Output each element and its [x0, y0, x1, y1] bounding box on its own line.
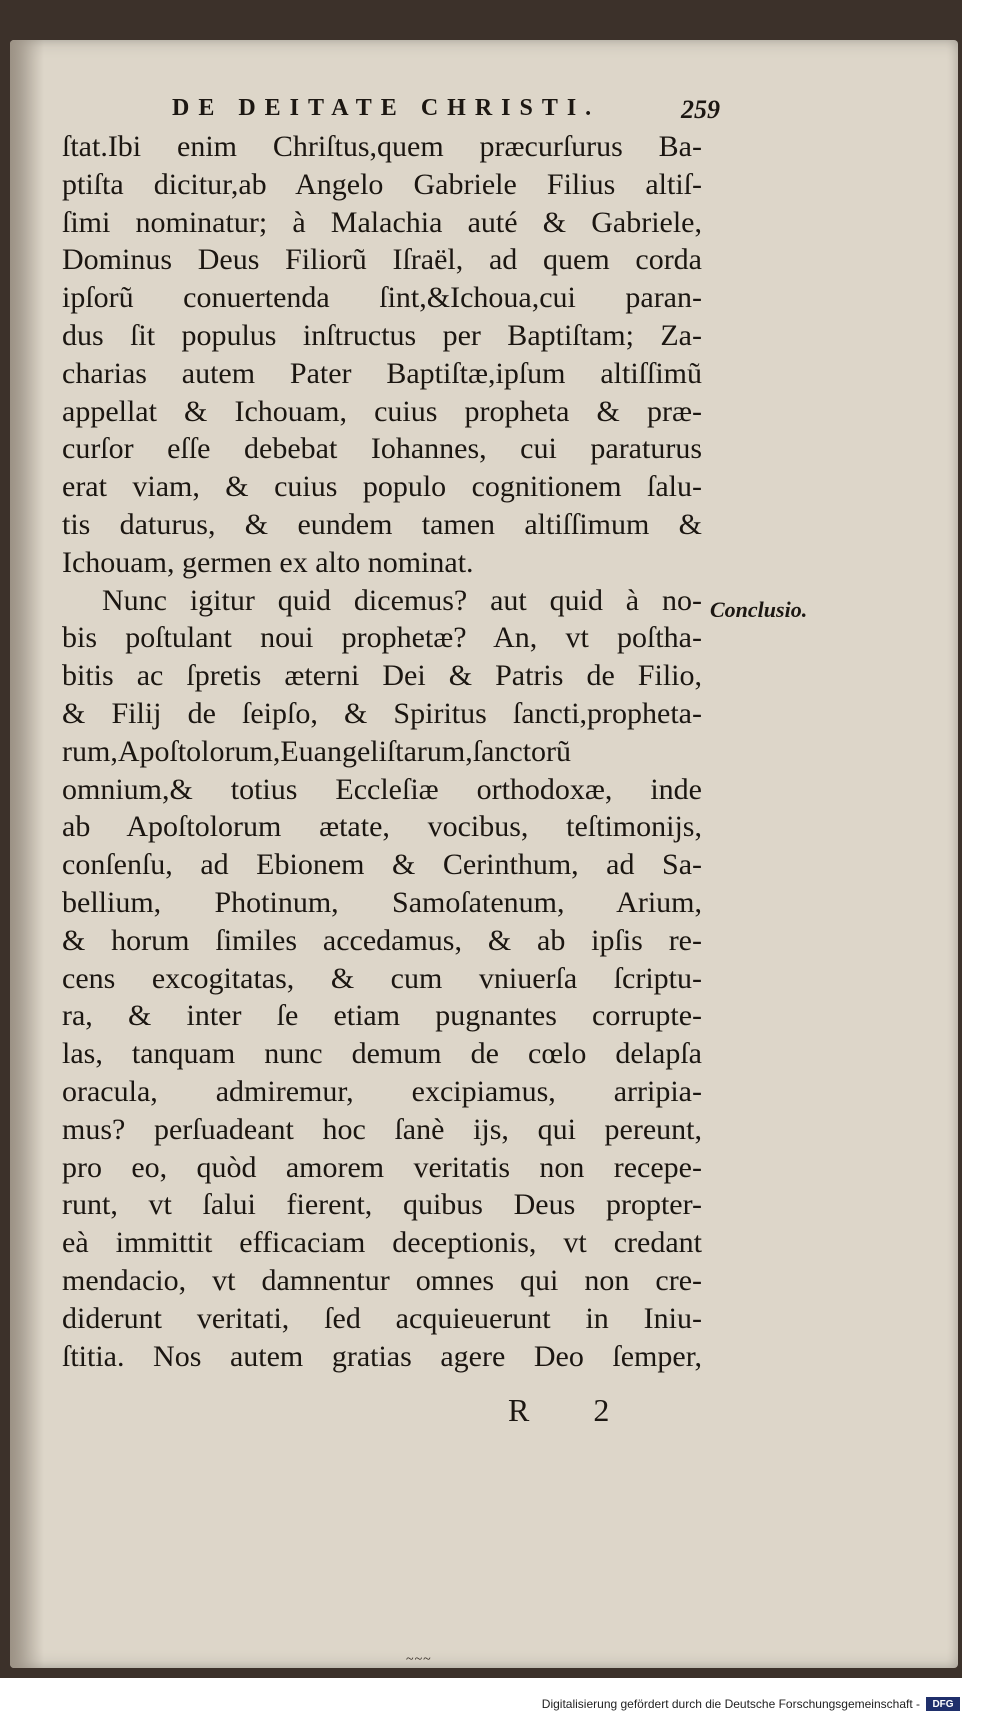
- text-line: ſtitia. Nos autem gratias agere Deo ſemper,: [62, 1339, 702, 1373]
- text-line: dus ſit populus inſtructus per Baptiſtam; Za-: [62, 318, 702, 352]
- dfg-logo-icon: DFG: [926, 1697, 960, 1711]
- page-number: 259: [681, 95, 720, 124]
- text-line: curſor eſſe debebat Iohannes, cui paraturus: [62, 432, 702, 466]
- text-line: cens excogitatas, & cum vniuerſa ſcriptu-: [62, 961, 702, 995]
- text-line: bellium, Photinum, Samoſatenum, Arium,: [62, 885, 702, 919]
- text-line: runt, vt ſalui fierent, quibus Deus propter-: [62, 1188, 702, 1222]
- digitization-credit: [542, 1697, 960, 1711]
- text-line-paragraph-start: Nunc igitur quid dicemus? aut quid à no-: [102, 583, 702, 617]
- text-line: ſimi nominatur; à Malachia auté & Gabriele,: [62, 205, 702, 239]
- text-line: omnium,& totius Eccleſiæ orthodoxæ, inde: [62, 772, 702, 806]
- text-line: bitis ac ſpretis æterni Dei & Patris de Filio,: [62, 659, 702, 693]
- text-line: eà immittit efficaciam deceptionis, vt credant: [62, 1226, 702, 1260]
- running-head: [60, 95, 720, 125]
- text-line: mendacio, vt damnentur omnes qui non cre-: [62, 1263, 702, 1297]
- text-line: ptiſta dicitur,ab Angelo Gabriele Filius altiſ-: [62, 167, 702, 201]
- text-line: ab Apoſtolorum ætate, vocibus, teſtimonijs,: [62, 810, 702, 844]
- text-line: tis daturus, & eundem tamen altiſſimum &: [62, 507, 702, 541]
- text-line: diderunt veritati, ſed acquieuerunt in Iniu-: [62, 1301, 702, 1335]
- marginal-note: Conclusio.: [710, 597, 808, 622]
- text-line: charias autem Pater Baptiſtæ,ipſum altiſſimũ: [62, 356, 702, 390]
- running-head-title: DE DEITATE CHRISTI.: [172, 95, 601, 121]
- text-line: bis poſtulant noui prophetæ? An, vt poſtha-: [62, 621, 702, 655]
- text-line: ipſorũ conuertenda ſint,&Ichoua,cui paran-: [62, 281, 702, 315]
- text-line: appellat & Ichouam, cuius propheta & præ-: [62, 394, 702, 428]
- text-line-paragraph-end: Ichouam, germen ex alto nominat.: [62, 545, 474, 579]
- text-line: Dominus Deus Filiorũ Iſraël, ad quem corda: [62, 243, 702, 277]
- page-gutter-shadow: [10, 40, 44, 1668]
- text-line: conſenſu, ad Ebionem & Cerinthum, ad Sa-: [62, 848, 702, 882]
- text-line: oracula, admiremur, excipiamus, arripia-: [62, 1074, 702, 1108]
- text-line: ſtat.Ibi enim Chriſtus,quem præcurſurus Ba-: [62, 130, 702, 163]
- credit-text: Digitalisierung gefördert durch die Deutsche Forschungsgemeinschaft -: [541, 1697, 920, 1711]
- text-line: & Filij de ſeipſo, & Spiritus ſancti,propheta-: [62, 696, 702, 730]
- text-line: rum,Apoſtolorum,Euangeliſtarum,ſanctorũ: [62, 734, 572, 768]
- text-line: mus? perſuadeant hoc ſanè ijs, qui pereunt,: [62, 1112, 702, 1146]
- main-text-block: [62, 128, 702, 1375]
- text-line: erat viam, & cuius populo cognitionem ſalu-: [62, 470, 702, 504]
- text-line: & horum ſimiles accedamus, & ab ipſis re-: [62, 923, 702, 957]
- text-line: pro eo, quòd amorem veritatis non recepe-: [62, 1150, 702, 1184]
- text-line: las, tanquam nunc demum de cœlo delapſa: [62, 1037, 702, 1071]
- text-line: ra, & inter ſe etiam pugnantes corrupte-: [62, 999, 702, 1033]
- paper-speck-decoration: ~~~: [406, 1652, 432, 1667]
- signature-mark: R 2: [508, 1392, 638, 1428]
